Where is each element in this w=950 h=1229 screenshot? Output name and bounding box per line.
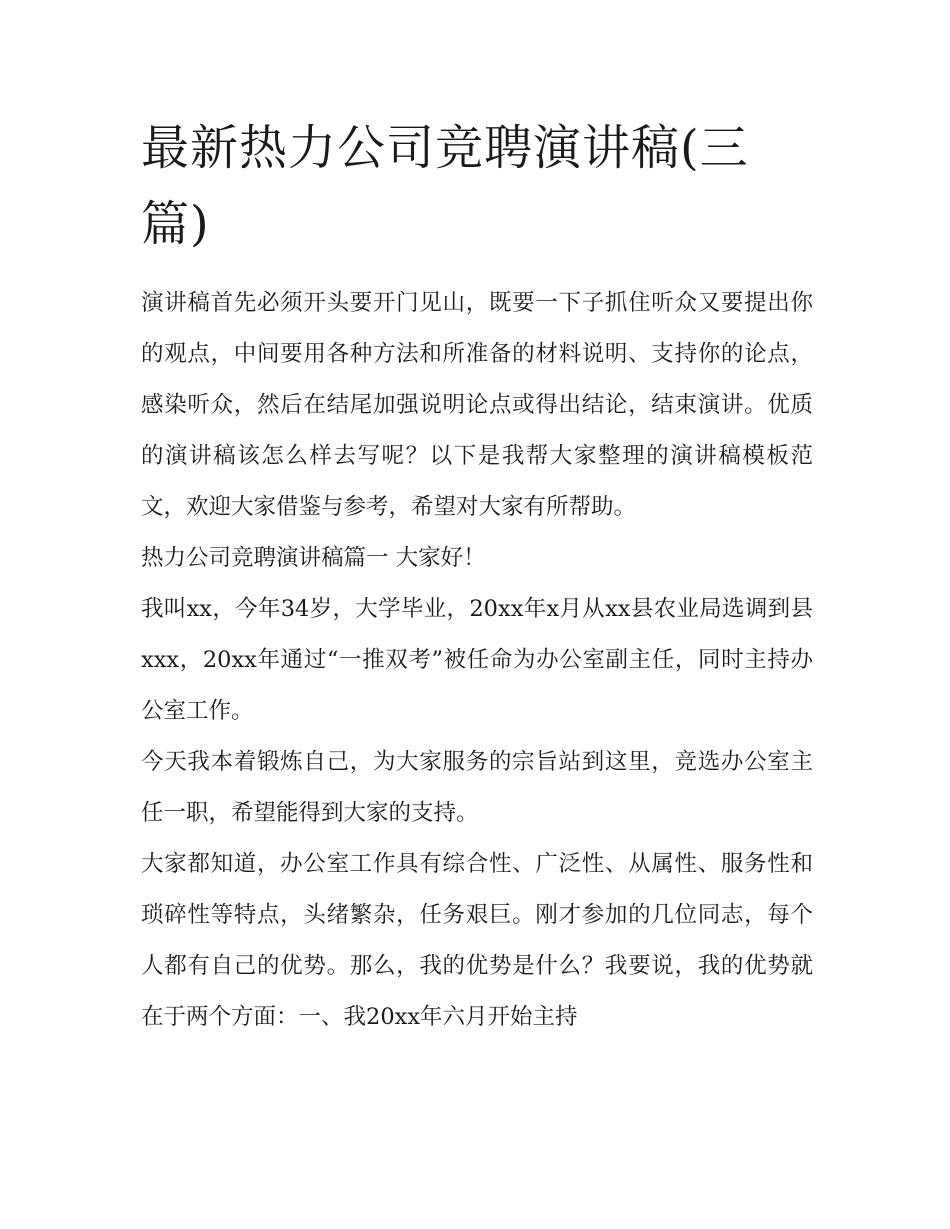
paragraph-advantages: 大家都知道，办公室工作具有综合性、广泛性、从属性、服务性和琐碎性等特点，头绪繁杂，任务艰巨。刚才参加的几位同志，每个人都有自己的优势。那么，我的优势是什么？我要说，我的优势就在于两个方面：一、我20xx年六月开始主持 <box>141 851 813 1030</box>
paragraph-self-introduction: 我叫xx，今年34岁，大学毕业，20xx年x月从xx县农业局选调到县xxx，20xx年通过“一推双考”被任命为办公室副主任，同时主持办公室工作。 <box>141 596 813 724</box>
document-body <box>141 110 813 1043</box>
paragraph-greeting: 热力公司竞聘演讲稿篇一 大家好！ <box>141 545 486 571</box>
paragraph-intro: 演讲稿首先必须开头要开门见山，既要一下子抓住听众又要提出你的观点，中间要用各种方法和所准备的材料说明、支持你的论点，感染听众，然后在结尾加强说明论点或得出结论，结束演讲。优质的演讲稿该怎么样去写呢？以下是我帮大家整理的演讲稿模板范文，欢迎大家借鉴与参考，希望对大家有所帮助。 <box>141 290 813 520</box>
document-title: 最新热力公司竞聘演讲稿(三篇) <box>141 120 749 252</box>
paragraph-purpose: 今天我本着锻炼自己，为大家服务的宗旨站到这里，竞选办公室主任一职，希望能得到大家的支持。 <box>141 749 813 826</box>
